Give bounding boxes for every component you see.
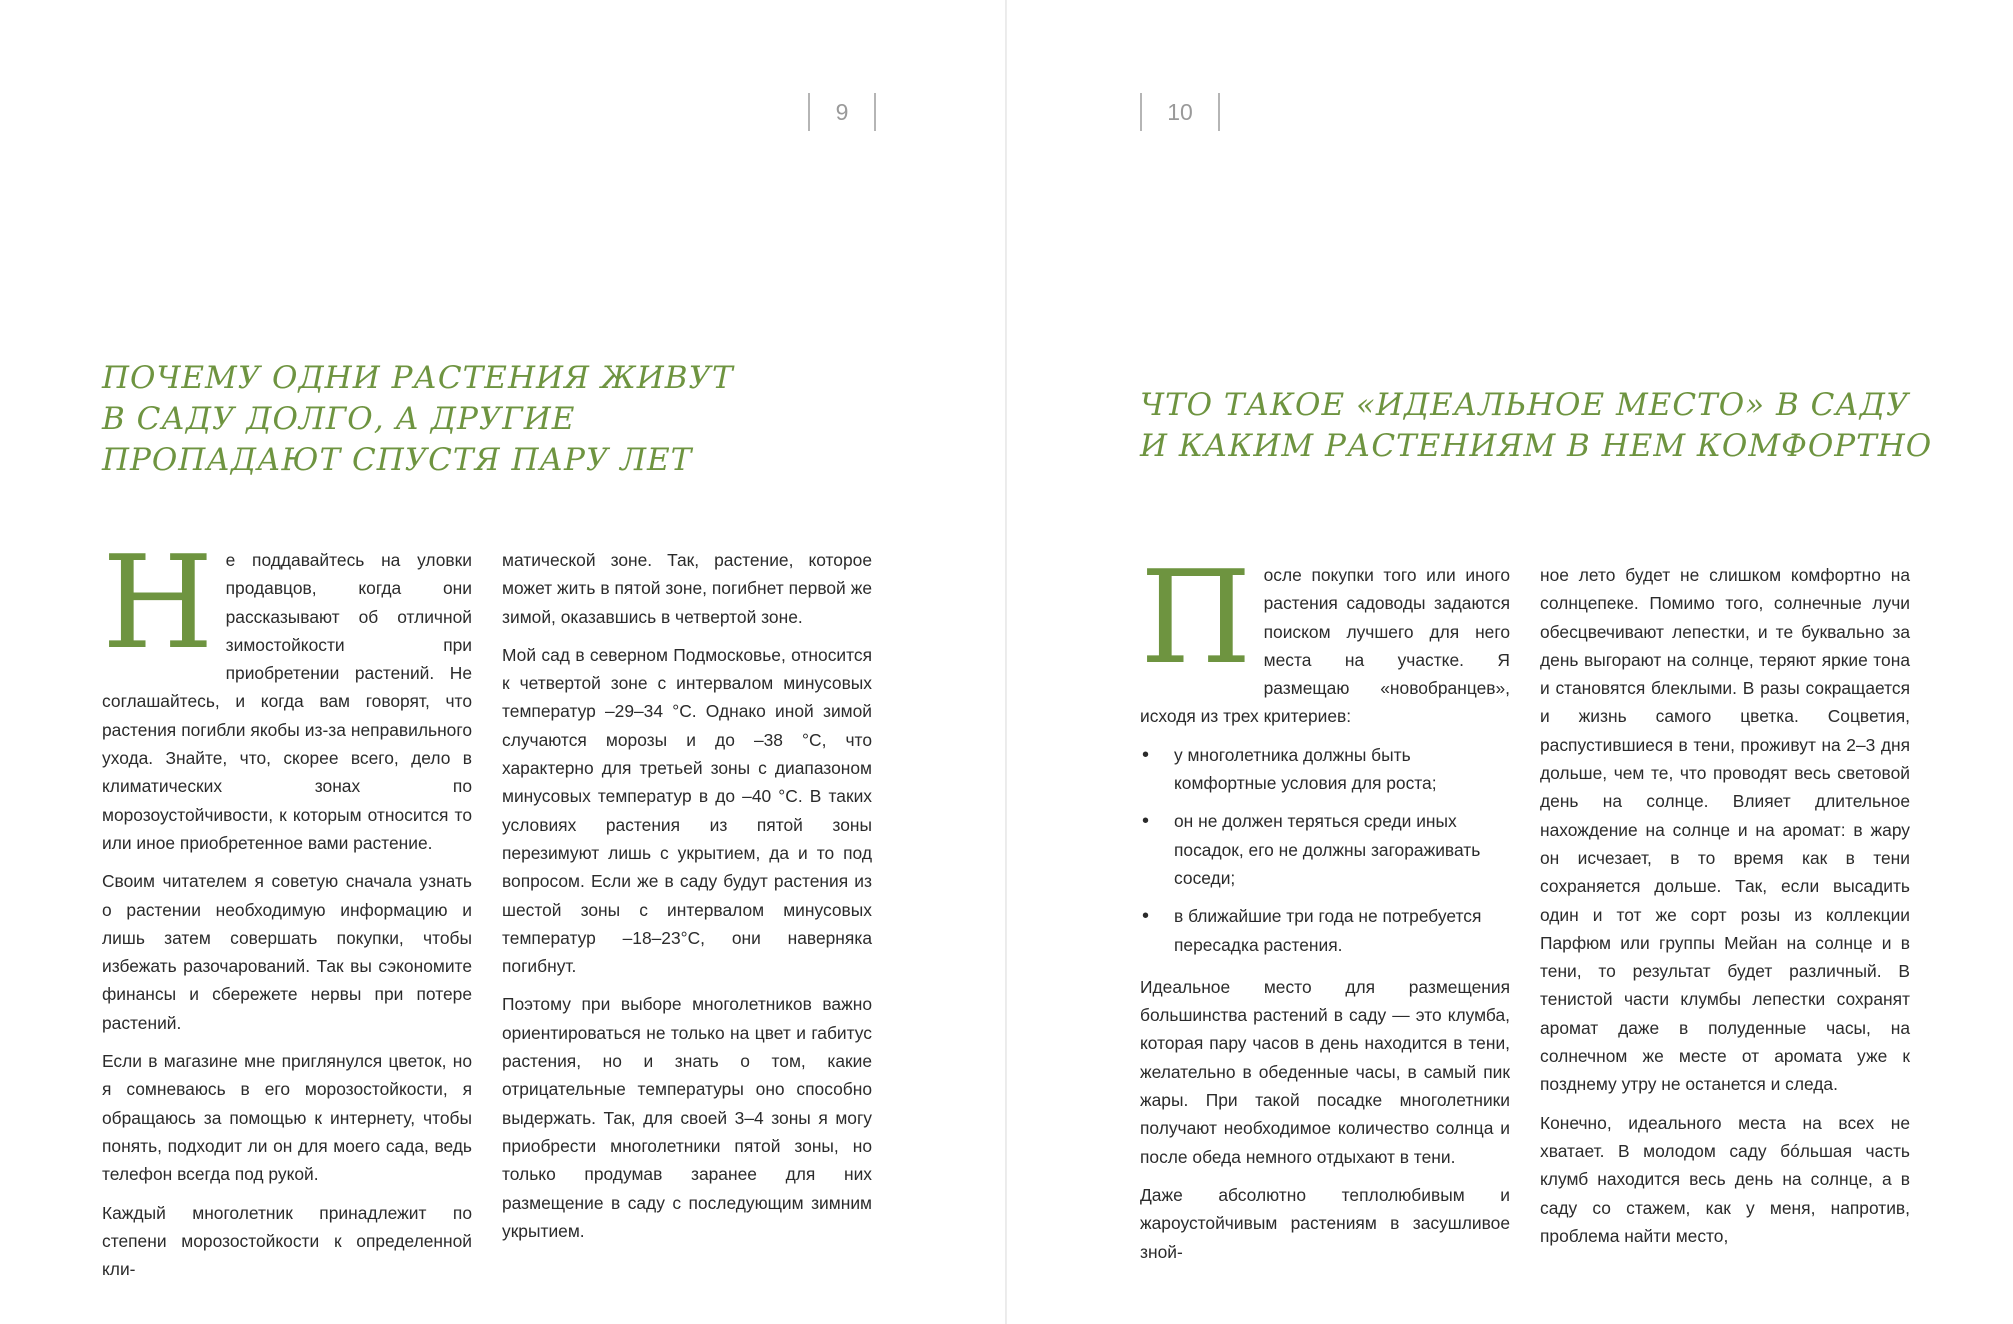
drop-cap: П xyxy=(1140,544,1252,693)
paragraph xyxy=(102,529,472,857)
list-item: • у многолетника должны быть комфортные условия для роста; xyxy=(1140,741,1510,798)
heading-line: В САДУ ДОЛГО, А ДРУГИЕ xyxy=(102,401,576,437)
paragraph: Идеальное место для размещения большинства растений в саду — это клумба, которая пару часов в день находится в тени, желательно в обеденные часы, в самый пик жары. При такой посадке многолетники получают необходимое количество солнца и после обеда немного отдыхают в тени. xyxy=(1140,976,1510,1167)
list-item: • он не должен теряться среди иных посадок, его не должны загораживать соседи; xyxy=(1140,807,1510,892)
paragraph-text: осле покупки того или иного растения садоводы задаются поиском лучшего для него места на участке. Я размещаю «новобранцев», исходя из трех критериев: xyxy=(1140,565,1510,727)
page-number: 10 xyxy=(1140,93,1220,131)
text-column-2 xyxy=(1540,561,1910,1260)
paragraph: Мой сад в северном Подмосковье, относится к четвертой зоне с интервалом минусовых температур –29–34 °С. Однако иной зимой случаются морозы и до –38 °С, что характерно для третьей зоны с диапазоном минусовых температур в до –40 °С. В таких условиях растения из пятой зоны перезимуют лишь с укрытием, да и то под вопросом. Если же в саду будут растения из шестой зоны с интервалом минусовых температур –18–23°С, они наверняка погибнут. xyxy=(502,644,872,977)
paragraph: Конечно, идеального места на всех не хватает. В молодом саду бóльшая часть клумб находится весь день на солнце, а в саду со стажем, как у меня, напротив, проблема найти место, xyxy=(1540,1112,1910,1246)
paragraph: Если в магазине мне приглянулся цветок, но я сомневаюсь в его морозостойкости, я обращаюсь за помощью к интернету, чтобы понять, подходит ли он для моего сада, ведь телефон всегда под рукой. xyxy=(102,1051,472,1185)
paragraph-text: е поддавайтесь на уловки продавцов, когда они рассказывают об отличной зимостойкости при приобретении растений. Не соглашайтесь, и когда вам говорят, что растения погибли якобы из-за неправильного ухода. Знайте, что, скорее всего, дело в климатических зонах по морозоустойчивости, к которым относится то или иное приобретенное вами растение. xyxy=(102,550,472,853)
page-number: 9 xyxy=(808,93,876,131)
chapter-heading xyxy=(102,358,734,481)
paragraph: Своим читателем я советую сначала узнать о растении необходимую информацию и лишь затем совершать покупки, чтобы избежать разочарований. Так вы сэкономите финансы и сбережете нервы при потере растений. xyxy=(102,871,472,1033)
chapter-heading xyxy=(1140,385,1932,467)
heading-line: ЧТО ТАКОЕ «ИДЕАЛЬНОЕ МЕСТО» В САДУ xyxy=(1140,387,1910,423)
paragraph xyxy=(1140,544,1510,731)
right-page xyxy=(1006,0,2013,1324)
paragraph: Каждый многолетник принадлежит по степени морозостойкости к определенной кли- xyxy=(102,1202,472,1280)
heading-line: И КАКИМ РАСТЕНИЯМ В НЕМ КОМФОРТНО xyxy=(1140,428,1933,464)
text-column-2 xyxy=(502,546,872,1255)
text-column-1 xyxy=(1140,544,1510,1276)
paragraph: Поэтому при выборе многолетников важно ориентироваться не только на цвет и габитус растения, но и знать о том, какие отрицательные температуры оно способно выдержать. Так, для своей 3–4 зоны я могу приобрести многолетники пятой зоны, но только продумав заранее для них размещение в саду с последующим зимним укрытием. xyxy=(502,994,872,1241)
list-item: • в ближайшие три года не потребуется пересадка растения. xyxy=(1140,902,1510,959)
paragraph: Даже абсолютно теплолюбивым и жароустойчивым растениям в засушливое зной- xyxy=(1140,1184,1510,1262)
paragraph: матической зоне. Так, растение, которое может жить в пятой зоне, погибнет первой же зимой, оказавшись в четвертой зоне. xyxy=(502,550,872,627)
criteria-list xyxy=(1140,741,1510,959)
text-column-1 xyxy=(102,529,472,1293)
paragraph: ное лето будет не слишком комфортно на солнцепеке. Помимо того, солнечные лучи обесцвечивают лепестки, и те буквально за день выгорают на солнце, теряют яркие тона и становятся блеклыми. В разы сокращается и жизнь самого цветка. Соцветия, распустившиеся в тени, проживут на 2–3 дня дольше, чем те, что проводят весь световой день на солнце. Влияет длительное нахождение на солнце и на аромат: в жару он исчезает, в то время как в тени сохраняется дольше. Так, если высадить один и тот же сорт розы из коллекции Парфюм или группы Мейан на солнце и в тени, то результат будет различный. В тенистой части клумбы лепестки сохранят аромат даже в полуденные часы, на солнечном же месте от аромата уже к позднему утру не останется и следа. xyxy=(1540,565,1910,1095)
heading-line: ПРОПАДАЮТ СПУСТЯ ПАРУ ЛЕТ xyxy=(102,442,693,478)
left-page xyxy=(0,0,1006,1324)
heading-line: ПОЧЕМУ ОДНИ РАСТЕНИЯ ЖИВУТ xyxy=(102,360,734,396)
drop-cap: Н xyxy=(102,529,214,678)
